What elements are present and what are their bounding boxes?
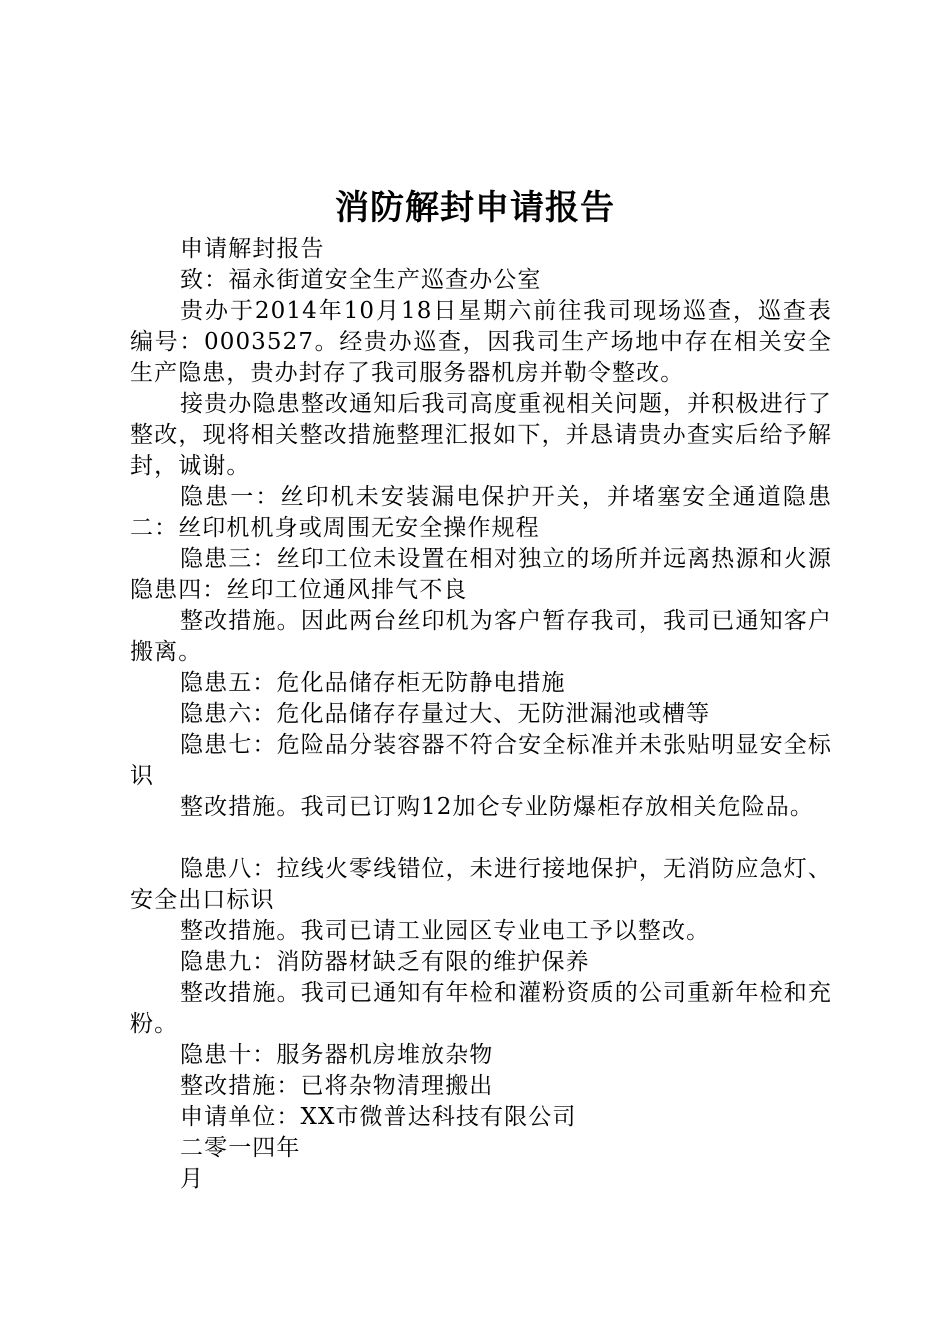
paragraph-hazard-10: 隐患十：服务器机房堆放杂物 xyxy=(180,1042,494,1068)
paragraph-rectification-intro: 接贵办隐患整改通知后我司高度重视相关问题，并积极进行了整改，现将相关整改措施整理汇报如下，并恳请贵办查实后给予解封，诚谢。 xyxy=(130,391,832,479)
paragraph-hazard-7: 隐患七：危险品分装容器不符合安全标准并未张贴明显安全标识 xyxy=(130,732,832,789)
paragraph-hazard-6: 隐患六：危化品储存存量过大、无防泄漏池或槽等 xyxy=(180,701,711,727)
document-title: 消防解封申请报告 xyxy=(335,188,615,228)
paragraph-inspection: 贵办于2014年10月18日星期六前往我司现场巡查，巡查表编号：0003527。经贵办巡查，因我司生产场地中存在相关安全生产隐患，贵办封存了我司服务器机房并勒令整改。 xyxy=(130,298,832,386)
paragraph-hazard-1-2: 隐患一：丝印机未安装漏电保护开关，并堵塞安全通道隐患二：丝印机机身或周围无安全操作规程 xyxy=(130,484,832,541)
paragraph-applicant: 申请单位：XX市微普达科技有限公司 xyxy=(180,1104,577,1130)
paragraph-year: 二零一四年 xyxy=(180,1135,301,1161)
paragraph-hazard-3-4: 隐患三：丝印工位未设置在相对独立的场所并远离热源和火源隐患四：丝印工位通风排气不良 xyxy=(130,546,832,603)
paragraph-measure-3: 整改措施。我司已请工业园区专业电工予以整改。 xyxy=(180,918,711,944)
paragraph-measure-4: 整改措施。我司已通知有年检和灌粉资质的公司重新年检和充粉。 xyxy=(130,980,832,1037)
paragraph-hazard-5: 隐患五：危化品储存柜无防静电措施 xyxy=(180,670,566,696)
document-body xyxy=(130,234,832,1195)
paragraph-measure-1: 整改措施。因此两台丝印机为客户暂存我司，我司已通知客户搬离。 xyxy=(130,608,832,665)
paragraph-month: 月 xyxy=(180,1166,205,1192)
paragraph-spacer xyxy=(130,823,832,854)
paragraph-hazard-9: 隐患九：消防器材缺乏有限的维护保养 xyxy=(180,949,590,975)
paragraph-addressee: 致：福永街道安全生产巡查办公室 xyxy=(180,267,542,293)
paragraph-hazard-8: 隐患八：拉线火零线错位，未进行接地保护，无消防应急灯、安全出口标识 xyxy=(130,856,832,913)
paragraph-measure-5: 整改措施：已将杂物清理搬出 xyxy=(180,1073,494,1099)
paragraph-measure-2: 整改措施。我司已订购12加仑专业防爆柜存放相关危险品。 xyxy=(180,794,814,820)
paragraph-heading: 申请解封报告 xyxy=(180,236,325,262)
